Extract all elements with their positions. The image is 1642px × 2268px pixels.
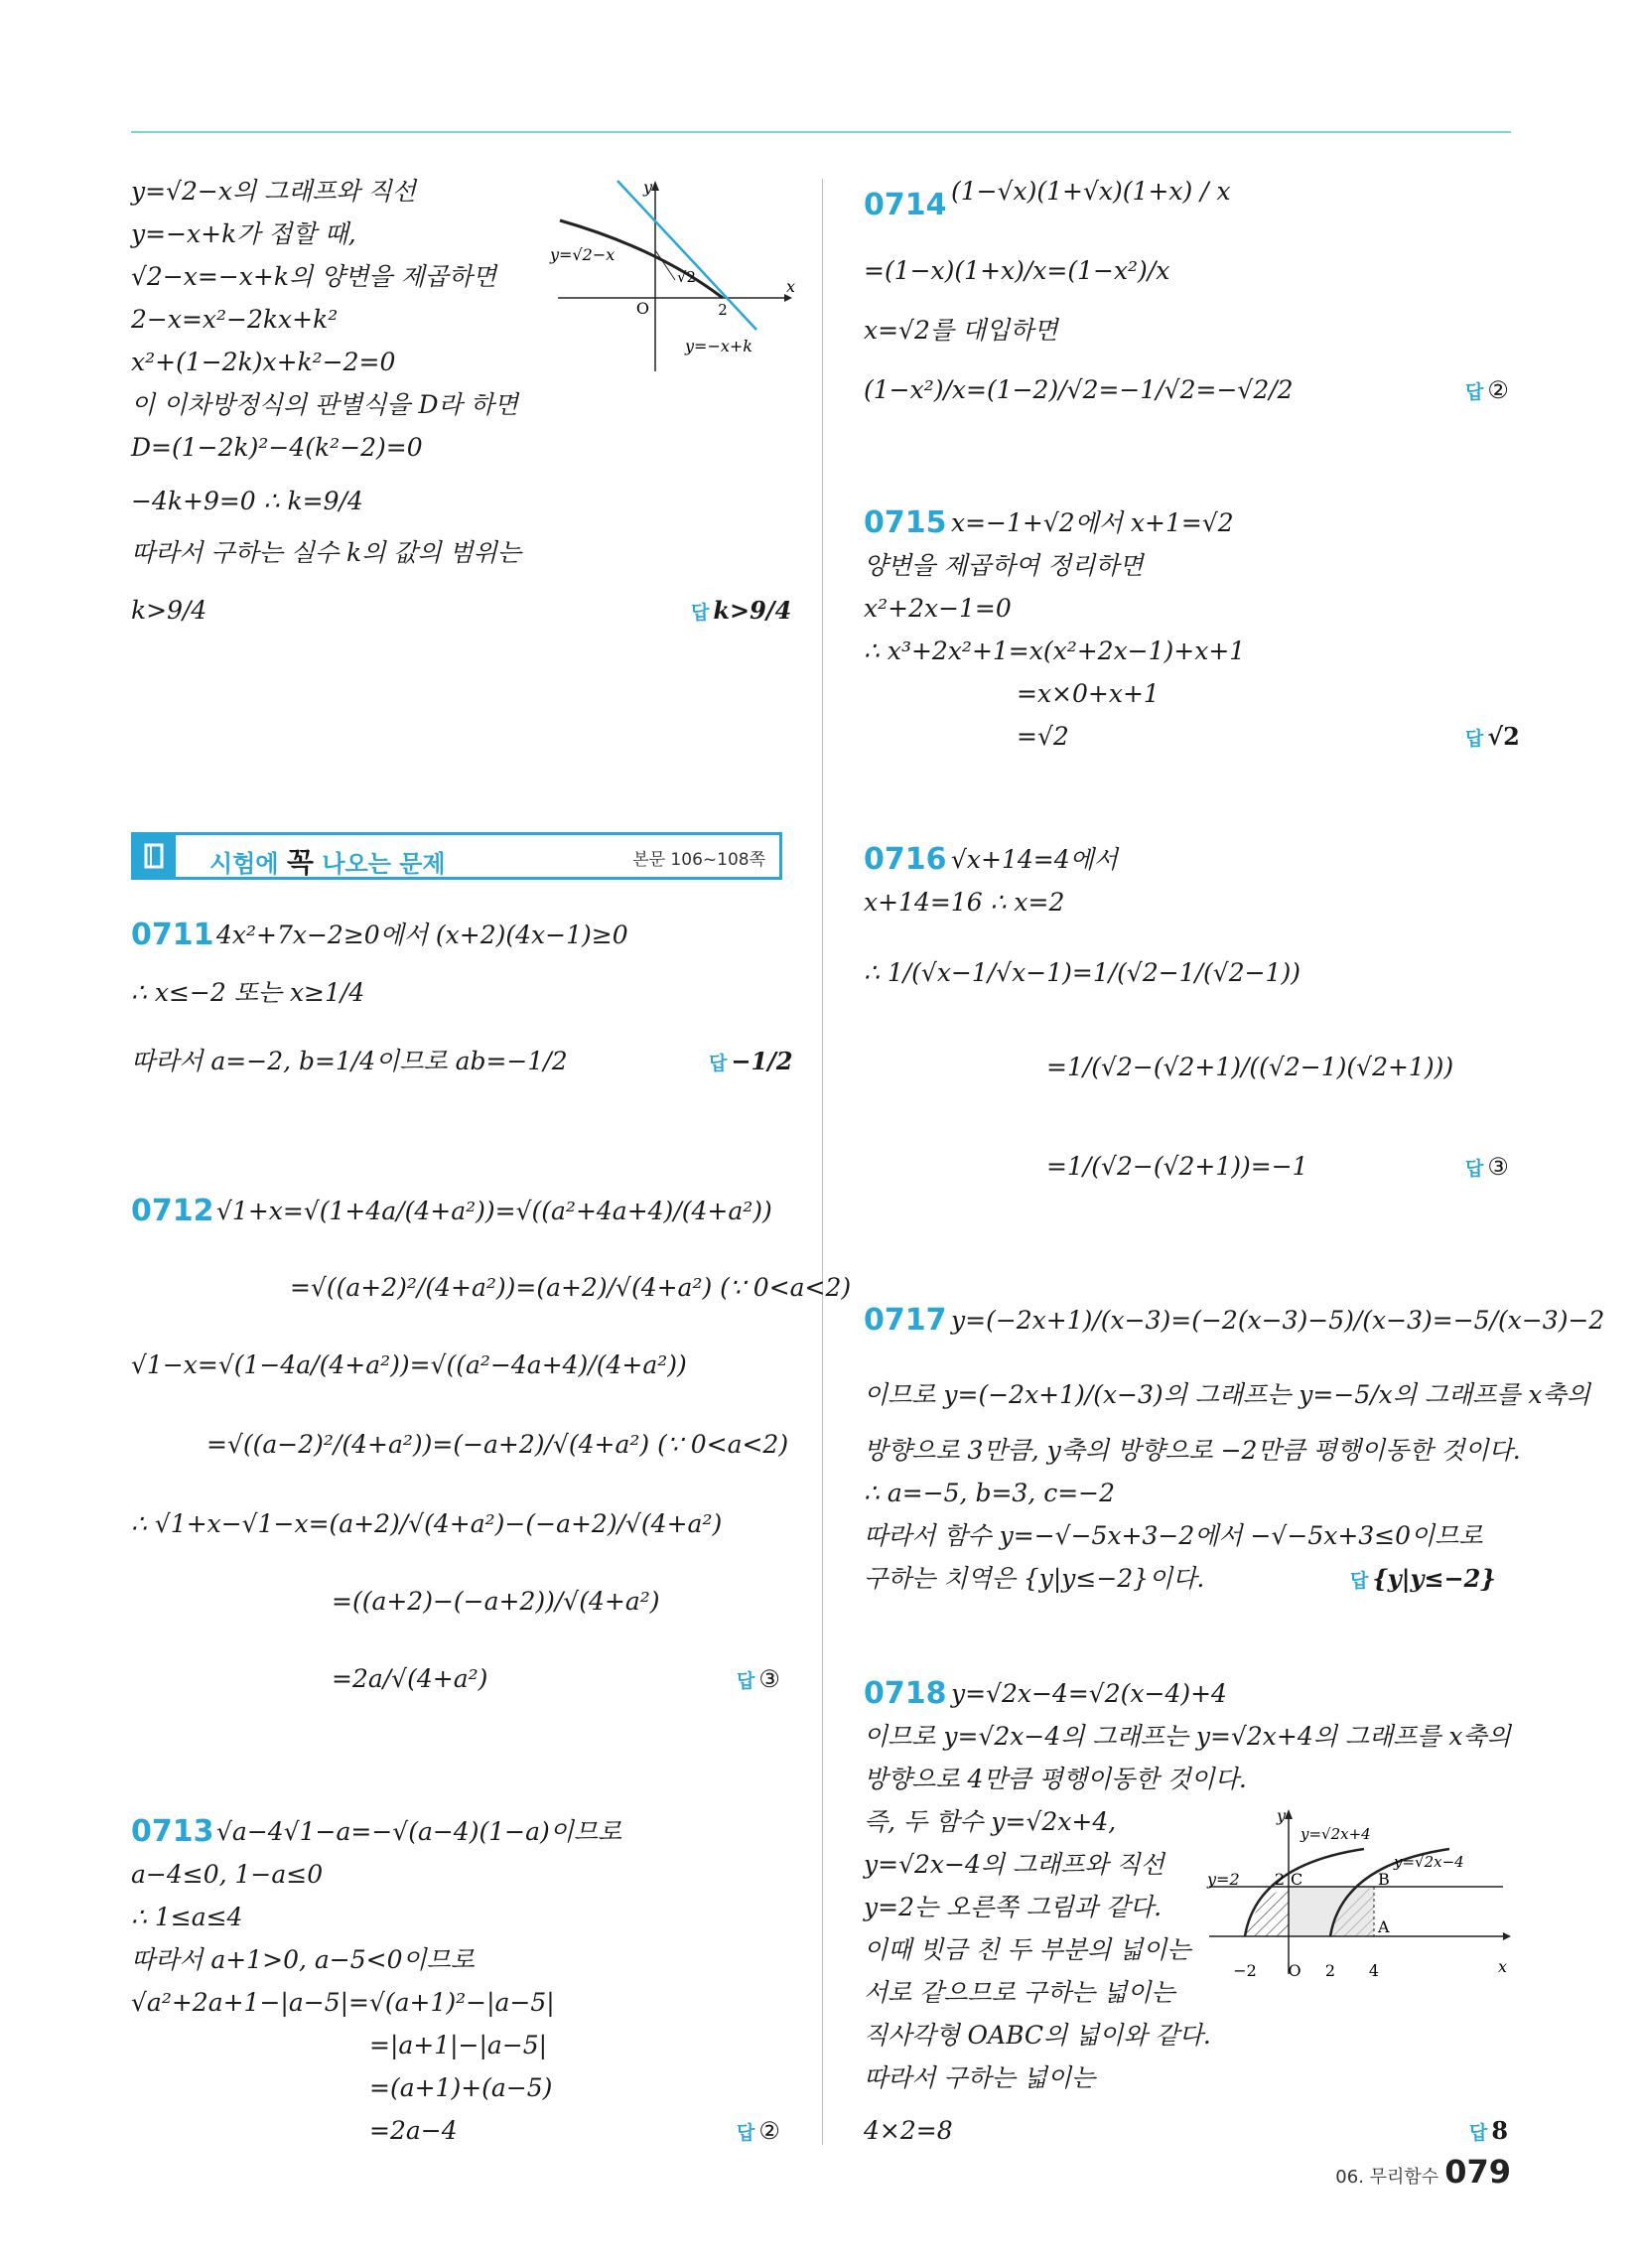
point-b-label: B [1378,1870,1390,1889]
x-axis-label: x [1497,1957,1507,1976]
banner-title-a: 시험에 [209,850,287,878]
text-line: 따라서 구하는 실수 k의 값의 범위는 [131,538,521,567]
text-line: 이므로 y=√2x−4의 그래프는 y=√2x+4의 그래프를 x축의 [864,1722,1511,1751]
text-line: y=√2x−4=√2(x−4)+4 [951,1679,1227,1708]
problem-number: 0715 [864,505,947,540]
answer-label: 답 [709,1053,728,1074]
origin-label: O [1288,1961,1301,1980]
point-c-label: C [1291,1870,1303,1889]
text-line: 즉, 두 함수 y=√2x+4, [864,1807,1117,1836]
chapter-title: 06. 무리함수 [1335,2167,1439,2188]
text-line: 이 이차방정식의 판별식을 D라 하면 [131,390,518,419]
answer-label: 답 [1469,2122,1488,2144]
answer [1465,375,1509,407]
problem-number: 0713 [131,1814,214,1849]
text-line: 이므로 y=(−2x+1)/(x−3)의 그래프는 y=−5/x의 그래프를 x축의 [864,1380,1590,1409]
text-line: =(a+1)+(a−5) [369,2073,553,2102]
page-footer [1335,2153,1511,2191]
banner-title [209,841,446,881]
problem-number: 0714 [864,188,947,222]
text-line: =1/(√2−(√2+1))=−1 [1046,1152,1308,1181]
x-axis-label: x [786,277,796,296]
point-a-label: A [1378,1917,1390,1936]
y-axis-label: y [643,178,653,197]
text-line: y=2는 오른쪽 그림과 같다. [864,1893,1163,1921]
header-rule [131,131,1511,133]
text-line: x²+(1−2k)x+k²−2=0 [131,348,396,376]
tick-label: 2 [1324,1961,1336,1980]
answer [691,596,791,628]
banner-title-c: 나오는 문제 [313,850,446,878]
answer-label: 답 [1465,381,1484,403]
text-line: x=√2를 대입하면 [864,316,1058,345]
text-line: ∴ x≤−2 또는 x≥1/4 [131,978,365,1007]
answer-label: 답 [1465,1158,1484,1180]
y-axis-label: y [1277,1806,1287,1825]
answer-value: √2 [1487,722,1520,751]
text-line: 따라서 구하는 넓이는 [864,2063,1096,2092]
text-line: 따라서 a=−2, b=1/4이므로 ab=−1/2 [131,1047,568,1075]
text-line: (1−x²)/x=(1−2)/√2=−1/√2=−√2/2 [864,375,1294,404]
column-divider [822,179,823,2145]
text-line: y=√2x−4의 그래프와 직선 [864,1850,1164,1879]
text-line: y=−x+k가 접할 때, [131,219,356,248]
problem-number: 0717 [864,1303,947,1338]
text-line: a−4≤0, 1−a≤0 [131,1860,324,1889]
text-line: √2−x=−x+k의 양변을 제곱하면 [131,262,497,291]
text-line: 직사각형 OABC의 넓이와 같다. [864,2021,1211,2050]
text-line: 구하는 치역은 {y|y≤−2}이다. [864,1564,1205,1593]
text-line: =√2 [1017,722,1069,751]
text-line: =2a/√(4+a²) [332,1664,488,1693]
x-axis-arrow [1503,1932,1511,1940]
text-line: k>9/4 [131,596,207,625]
area-graph [1205,1805,1515,1984]
text-line: 4x²+7x−2≥0에서 (x+2)(4x−1)≥0 [216,921,628,949]
text-line: ∴ 1/(√x−1/√x−1)=1/(√2−1/(√2−1)) [864,958,1300,987]
banner-pages: 본문 106~108쪽 [632,850,765,870]
text-line: 따라서 a+1>0, a−5<0이므로 [131,1945,475,1974]
text-line: (1−√x)(1+√x)(1+x) / x [951,177,1231,206]
page-number: 079 [1444,2153,1511,2191]
text-line: =2a−4 [369,2116,458,2145]
curve-label: y=√2−x [550,245,616,264]
curve2-label: y=√2x−4 [1394,1853,1464,1871]
problem-number: 0716 [864,842,947,877]
text-line: =|a+1|−|a−5| [369,2031,548,2059]
text-line: 이때 빗금 친 두 부분의 넓이는 [864,1935,1191,1964]
text-line: √1+x=√(1+4a/(4+a²))=√((a²+4a+4)/(4+a²)) [216,1197,772,1225]
sqrt-label: √2 [677,268,697,286]
answer-value: ③ [1487,1153,1509,1181]
answer-value: ② [758,2117,780,2145]
text-line: ∴ a=−5, b=3, c=−2 [864,1479,1116,1507]
tick-label: −2 [1233,1961,1257,1980]
text-line: =√((a−2)²/(4+a²))=(−a+2)/√(4+a²) (∵ 0<a<2) [206,1430,789,1459]
y-axis-arrow [651,181,659,191]
answer-value: 8 [1491,2116,1509,2145]
text-line: =√((a+2)²/(4+a²))=(a+2)/√(4+a²) (∵ 0<a<2) [290,1273,852,1302]
answer-label: 답 [691,602,710,624]
text-line: √x+14=4에서 [951,845,1118,874]
text-line: ∴ √1+x−√1−x=(a+2)/√(4+a²)−(−a+2)/√(4+a²) [131,1509,723,1538]
section-banner [131,832,782,880]
tick-label: 2 [718,301,728,320]
answer [1465,722,1520,754]
problem-number: 0711 [131,918,214,952]
problem-number: 0718 [864,1676,947,1711]
answer [737,2116,780,2148]
text-line: y=√2−x의 그래프와 직선 [131,177,416,206]
text-line: 2−x=x²−2kx+k² [131,305,339,334]
answer-label: 답 [737,2122,755,2144]
text-line: 방향으로 3만큼, y축의 방향으로 −2만큼 평행이동한 것이다. [864,1436,1521,1465]
text-line: =1/(√2−(√2+1)/((√2−1)(√2+1))) [1046,1053,1454,1081]
book-icon [134,835,176,877]
answer-label: 답 [737,1670,755,1692]
text-line: 방향으로 4만큼 평행이동한 것이다. [864,1765,1247,1793]
answer [1469,2116,1508,2148]
answer [709,1047,793,1078]
curve1-label: y=√2x+4 [1300,1825,1371,1843]
text-line: −4k+9=0 ∴ k=9/4 [131,487,363,515]
answer [1350,1564,1496,1596]
text-line: √1−x=√(1−4a/(4+a²))=√((a²−4a+4)/(4+a²)) [131,1350,687,1379]
text-line: 서로 같으므로 구하는 넓이는 [864,1978,1175,2007]
line-label: y=−x+k [685,337,753,355]
text-line: 따라서 함수 y=−√−5x+3−2에서 −√−5x+3≤0이므로 [864,1521,1483,1550]
problem-number: 0712 [131,1194,214,1228]
answer-value: {y|y≤−2} [1372,1564,1496,1593]
tangent-graph [548,177,796,375]
answer-value: ② [1487,376,1509,404]
tick-label: 4 [1368,1961,1380,1980]
answer-label: 답 [1350,1570,1369,1592]
text-line: D=(1−2k)²−4(k²−2)=0 [131,433,423,462]
y-axis-arrow [1285,1809,1293,1819]
answer [1465,1152,1509,1184]
answer-value: ③ [758,1665,780,1693]
banner-title-b: 꼭 [286,846,314,879]
answer-value: k>9/4 [713,596,792,625]
origin-label: O [635,299,649,318]
text-line: 양변을 제곱하여 정리하면 [864,551,1144,580]
text-line: x²+2x−1=0 [864,594,1012,623]
text-line: y=(−2x+1)/(x−3)=(−2(x−3)−5)/(x−3)=−5/(x−3)−2 [951,1306,1605,1335]
text-line: x+14=16 ∴ x=2 [864,888,1065,917]
tick-label: 2 [1274,1870,1285,1889]
answer-value: −1/2 [731,1047,793,1075]
text-line: √a−4√1−a=−√(a−4)(1−a)이므로 [216,1817,622,1846]
text-line: =x×0+x+1 [1017,679,1160,708]
text-line: √a²+2a+1−|a−5|=√(a+1)²−|a−5| [131,1988,555,2017]
line-label: y=2 [1207,1870,1240,1889]
text-line: ∴ x³+2x²+1=x(x²+2x−1)+x+1 [864,637,1246,665]
text-line: =(1−x)(1+x)/x=(1−x²)/x [864,256,1170,285]
text-line: ∴ 1≤a≤4 [131,1903,243,1931]
answer [737,1664,780,1696]
answer-label: 답 [1465,728,1484,750]
text-line: =((a+2)−(−a+2))/√(4+a²) [332,1587,660,1616]
text-line: x=−1+√2에서 x+1=√2 [951,508,1234,537]
text-line: 4×2=8 [864,2116,953,2145]
